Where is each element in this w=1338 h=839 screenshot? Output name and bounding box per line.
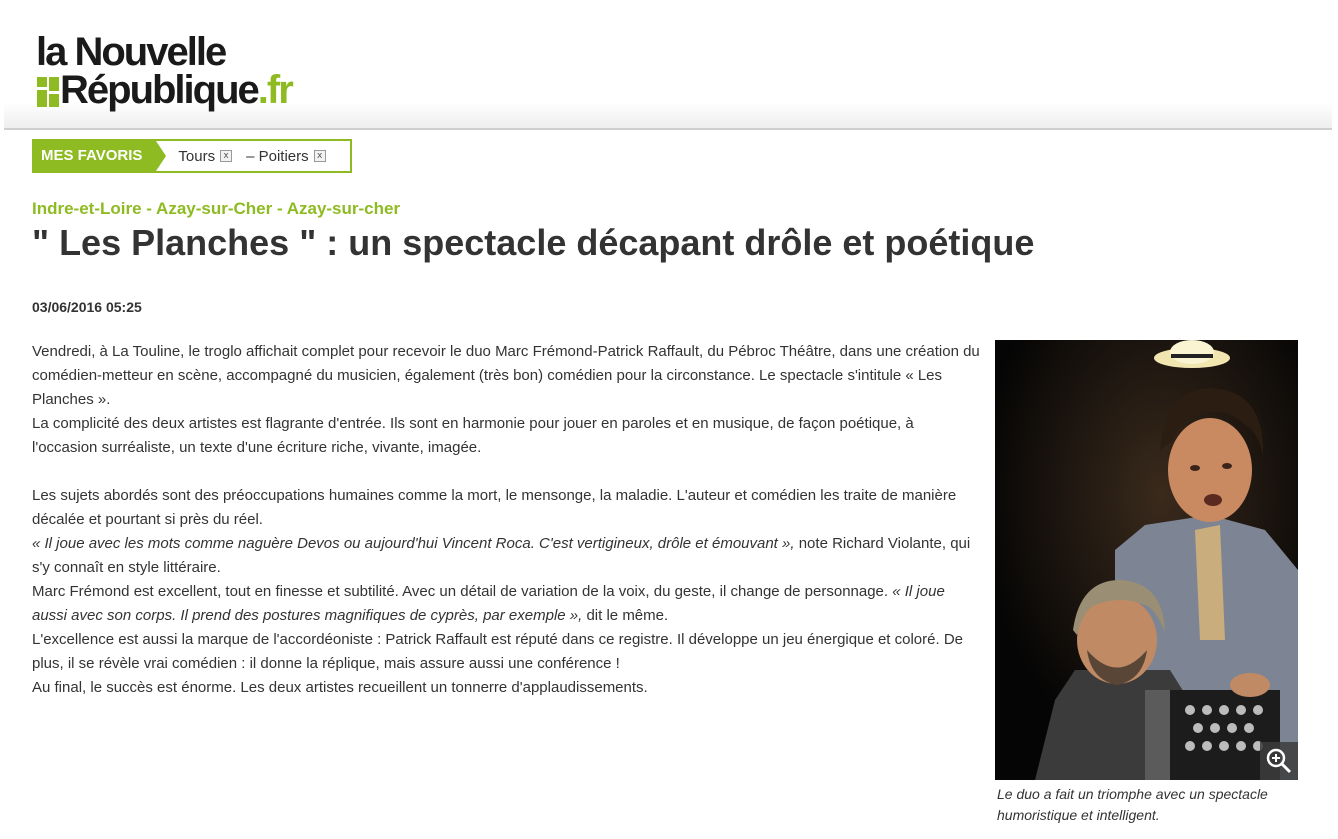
article-paragraph: Les sujets abordés sont des préoccupations humaines comme la mort, le mensonge, la maladie. L'auteur et comédien les traite de manière décalée et pourtant si près du réel.: [32, 487, 957, 528]
favorites-label[interactable]: MES FAVORIS: [34, 141, 156, 171]
article-paragraph: [32, 580, 980, 628]
photo-illustration: [995, 340, 1298, 780]
logo-line-2: [60, 70, 292, 110]
article-text: dit le même.: [582, 607, 669, 624]
logo-tld: .fr: [257, 68, 292, 112]
favorite-item-label[interactable]: – Poitiers: [246, 147, 309, 165]
favorites-bar: [32, 139, 352, 173]
remove-favorite-icon[interactable]: x: [220, 150, 232, 162]
breadcrumb[interactable]: Indre-et-Loire - Azay-sur-Cher - Azay-sur-cher: [32, 199, 401, 218]
article-photo[interactable]: [995, 340, 1298, 780]
favorite-item-poitiers[interactable]: [246, 148, 326, 165]
site-logo[interactable]: [36, 32, 356, 112]
article-quote: « Il joue avec les mots comme naguère Devos ou aujourd'hui Vincent Roca. C'est vertigineux, drôle et émouvant »,: [32, 535, 795, 552]
zoom-button[interactable]: [1260, 742, 1298, 780]
article-title: " Les Planches " : un spectacle décapant drôle et poétique: [32, 222, 1035, 263]
article-text: Marc Frémond est excellent, tout en finesse et subtilité. Avec un détail de variation de la voix, du geste, il change de personnage.: [32, 583, 893, 600]
article-paragraph: [32, 532, 980, 580]
logo-name: République: [60, 68, 258, 112]
article-paragraph: L'excellence est aussi la marque de l'accordéoniste : Patrick Raffault est réputé dans ce registre. Il développe un jeu énergique et coloré. De plus, il se révèle vrai comédien : il donne la réplique, mais assure aussi une conférence !: [32, 631, 963, 672]
site-header: [4, 0, 1332, 130]
photo-caption: Le duo a fait un triomphe avec un spectacle humoristique et intelligent.: [997, 786, 1268, 823]
article-paragraph: La complicité des deux artistes est flagrante d'entrée. Ils sont en harmonie pour jouer en paroles et en musique, de façon poétique, à l'occasion surréaliste, un texte d'une écriture riche, vivante, imagée.: [32, 415, 914, 456]
article-paragraph: Au final, le succès est énorme. Les deux artistes recueillent un tonnerre d'applaudissements.: [32, 679, 648, 696]
article-date: 03/06/2016 05:25: [32, 299, 142, 315]
logo-line-1: la Nouvelle: [36, 30, 226, 74]
article-text: note Richard Violante, qui s'y connaît en style littéraire.: [32, 535, 971, 576]
logo-mark-icon: [37, 77, 59, 107]
article-body: [32, 340, 980, 700]
article-paragraph: Vendredi, à La Touline, le troglo affichait complet pour recevoir le duo Marc Frémond-Patrick Raffault, du Pébroc Théâtre, dans une création du comédien-metteur en scène, accompagné du musicien, également (très bon) comédien pour la circonstance. Le spectacle s'intitule « Les Planches ».: [32, 343, 980, 408]
favorite-item-tours[interactable]: [178, 148, 232, 165]
article-quote: « Il joue aussi avec son corps. Il prend des postures magnifiques de cyprès, par exemple »,: [32, 583, 945, 624]
favorite-item-label[interactable]: Tours: [178, 147, 216, 165]
zoom-in-icon: [1264, 746, 1294, 776]
remove-favorite-icon[interactable]: x: [314, 150, 326, 162]
